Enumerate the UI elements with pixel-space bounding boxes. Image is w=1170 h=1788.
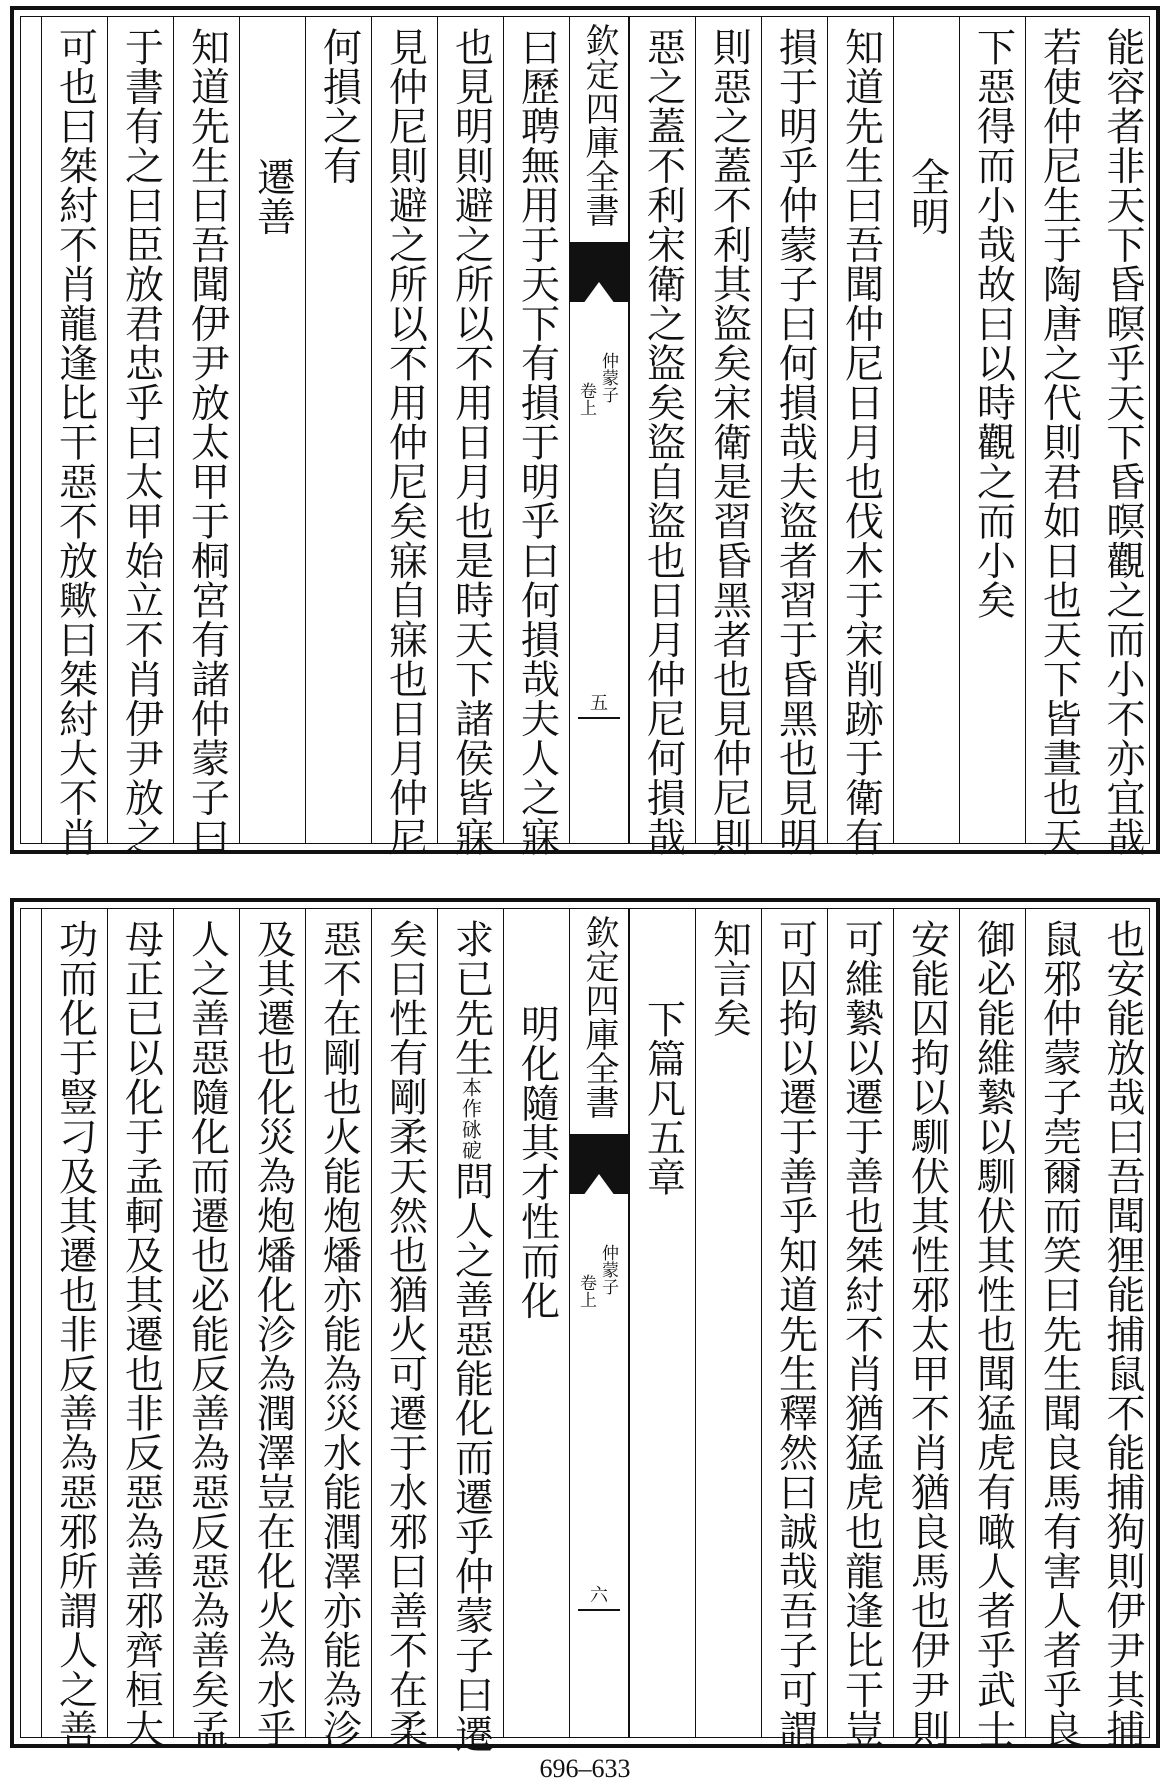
text-column bbox=[41, 909, 107, 1749]
text-column bbox=[1091, 17, 1153, 857]
column-text: 母正已以化于孟軻及其遷也非反惡為善邪齊桓大 bbox=[118, 919, 164, 1749]
text-column bbox=[305, 909, 371, 1749]
text-column bbox=[437, 909, 503, 1754]
column-text: 見仲尼則避之所以不用仲尼矣寐自寐也日月仲尼 bbox=[382, 27, 428, 857]
text-column bbox=[239, 17, 305, 843]
column-text: 下惡得而小哉故曰以時觀之而小矣 bbox=[970, 27, 1016, 620]
text-column bbox=[893, 17, 959, 843]
text-column bbox=[761, 17, 827, 857]
column-text: 御必能維縶以馴伏其性也聞猛虎有噉人者乎武士 bbox=[970, 919, 1016, 1749]
fishtail-ornament bbox=[570, 1134, 628, 1194]
text-column bbox=[371, 909, 437, 1749]
book-title: 欽定四庫全書 bbox=[579, 915, 619, 1119]
bottom-page bbox=[10, 898, 1160, 1754]
text-column bbox=[959, 909, 1025, 1749]
column-text: 何損之有 bbox=[316, 27, 362, 185]
text-column bbox=[629, 909, 695, 1737]
column-text: 人之善惡隨化而遷也必能反善為惡反惡為善矣孟 bbox=[184, 919, 230, 1749]
column-text: 可維縶以遷于善也桀紂不肖猶猛虎也龍逢比干豈 bbox=[838, 919, 884, 1749]
text-column bbox=[695, 17, 761, 857]
text-column bbox=[629, 17, 695, 857]
section-heading: 明化隨其才性而化 bbox=[514, 1004, 560, 1320]
text-column bbox=[893, 909, 959, 1749]
column-text-rest: 問人之善惡能化而遷乎仲蒙子曰遷 bbox=[448, 1161, 494, 1754]
fold-volume: 卷上 bbox=[576, 1274, 596, 1308]
page-number-rule bbox=[578, 717, 620, 719]
interlinear-note: 本作砯砨 bbox=[458, 1077, 483, 1161]
text-column bbox=[503, 17, 569, 857]
column-text: 矣曰性有剛柔天然也猶火可遷于水邪曰善不在柔 bbox=[382, 919, 428, 1749]
fold-subtitle: 仲蒙子 bbox=[598, 352, 618, 403]
book-title: 欽定四庫全書 bbox=[579, 23, 619, 227]
page-code: 696–633 bbox=[539, 1754, 631, 1783]
column-text: 曰歷聘無用于天下有損于明乎曰何損哉夫人之寐 bbox=[514, 27, 560, 857]
column-text: 知道先生曰吾聞伊尹放太甲于桐宮有諸仲蒙子曰 bbox=[184, 27, 230, 857]
column-text-start: 求已先生 bbox=[448, 919, 494, 1077]
column-text: 知言矣 bbox=[706, 919, 752, 1038]
column-text: 惡之蓋不利宋衛之盜矣盜自盜也日月仲尼何損哉 bbox=[640, 27, 686, 857]
text-column bbox=[1025, 909, 1091, 1749]
fold-strip bbox=[569, 909, 629, 1737]
column-text bbox=[448, 919, 494, 1754]
text-column bbox=[827, 909, 893, 1749]
section-heading: 遷善 bbox=[250, 157, 296, 236]
text-column bbox=[761, 909, 827, 1749]
text-column bbox=[41, 17, 107, 857]
top-page bbox=[10, 6, 1160, 857]
column-text: 也安能放哉曰吾聞狸能捕鼠不能捕狗則伊尹其捕 bbox=[1100, 919, 1145, 1749]
column-text: 功而化于豎刁及其遷也非反善為惡邪所謂人之善 bbox=[52, 919, 98, 1749]
section-heading: 全明 bbox=[904, 157, 950, 236]
text-column bbox=[305, 17, 371, 843]
page-number: 五 bbox=[590, 693, 608, 714]
text-column bbox=[107, 909, 173, 1749]
column-text: 惡不在剛也火能炮燔亦能為災水能潤澤亦能為沴 bbox=[316, 919, 362, 1749]
page-number-rule bbox=[578, 1609, 620, 1611]
text-column bbox=[107, 17, 173, 857]
text-column bbox=[437, 17, 503, 857]
fishtail-ornament bbox=[570, 242, 628, 302]
column-text: 知道先生曰吾聞仲尼日月也伐木于宋削跡于衛有 bbox=[838, 27, 884, 857]
text-column bbox=[173, 909, 239, 1749]
column-text: 也見明則避之所以不用日月也是時天下諸侯皆寐 bbox=[448, 27, 494, 857]
text-column bbox=[173, 17, 239, 857]
text-column bbox=[239, 909, 305, 1749]
chapter-heading: 下篇凡五章 bbox=[640, 999, 686, 1197]
column-text: 可囚拘以遷于善乎知道先生釋然曰誠哉吾子可謂 bbox=[772, 919, 818, 1749]
top-page-frame bbox=[20, 16, 1150, 857]
bottom-page-frame bbox=[20, 908, 1150, 1754]
column-text: 可也曰桀紂不肖龍逢比干惡不放歟曰桀紂大不肖 bbox=[52, 27, 98, 857]
column-text: 鼠邪仲蒙子莞爾而笑曰先生聞良馬有害人者乎良 bbox=[1036, 919, 1082, 1749]
text-column bbox=[827, 17, 893, 857]
column-text: 安能囚拘以馴伏其性邪太甲不肖猶良馬也伊尹則 bbox=[904, 919, 950, 1749]
page-number: 六 bbox=[590, 1585, 608, 1606]
column-text: 若使仲尼生于陶唐之代則君如日也天下皆晝也天 bbox=[1036, 27, 1082, 857]
fold-volume: 卷上 bbox=[576, 382, 596, 416]
text-column bbox=[695, 909, 761, 1737]
column-text: 能容者非天下昏暝乎天下昏暝觀之而小不亦宜哉 bbox=[1100, 27, 1145, 857]
text-column bbox=[371, 17, 437, 857]
column-text: 損于明乎仲蒙子曰何損哉夫盜者習于昏黑也見明 bbox=[772, 27, 818, 857]
text-column bbox=[1091, 909, 1153, 1749]
column-text: 及其遷也化災為炮燔化沴為潤澤豈在化火為水乎 bbox=[250, 919, 296, 1749]
text-column bbox=[959, 17, 1025, 843]
column-text: 于書有之曰臣放君忠乎曰太甲始立不肖伊尹放之 bbox=[118, 27, 164, 857]
column-text: 則惡之蓋不利其盜矣宋衛是習昏黑者也見仲尼則 bbox=[706, 27, 752, 857]
fold-strip bbox=[569, 17, 629, 843]
text-column bbox=[1025, 17, 1091, 857]
text-column bbox=[503, 909, 569, 1737]
fold-subtitle: 仲蒙子 bbox=[598, 1244, 618, 1295]
